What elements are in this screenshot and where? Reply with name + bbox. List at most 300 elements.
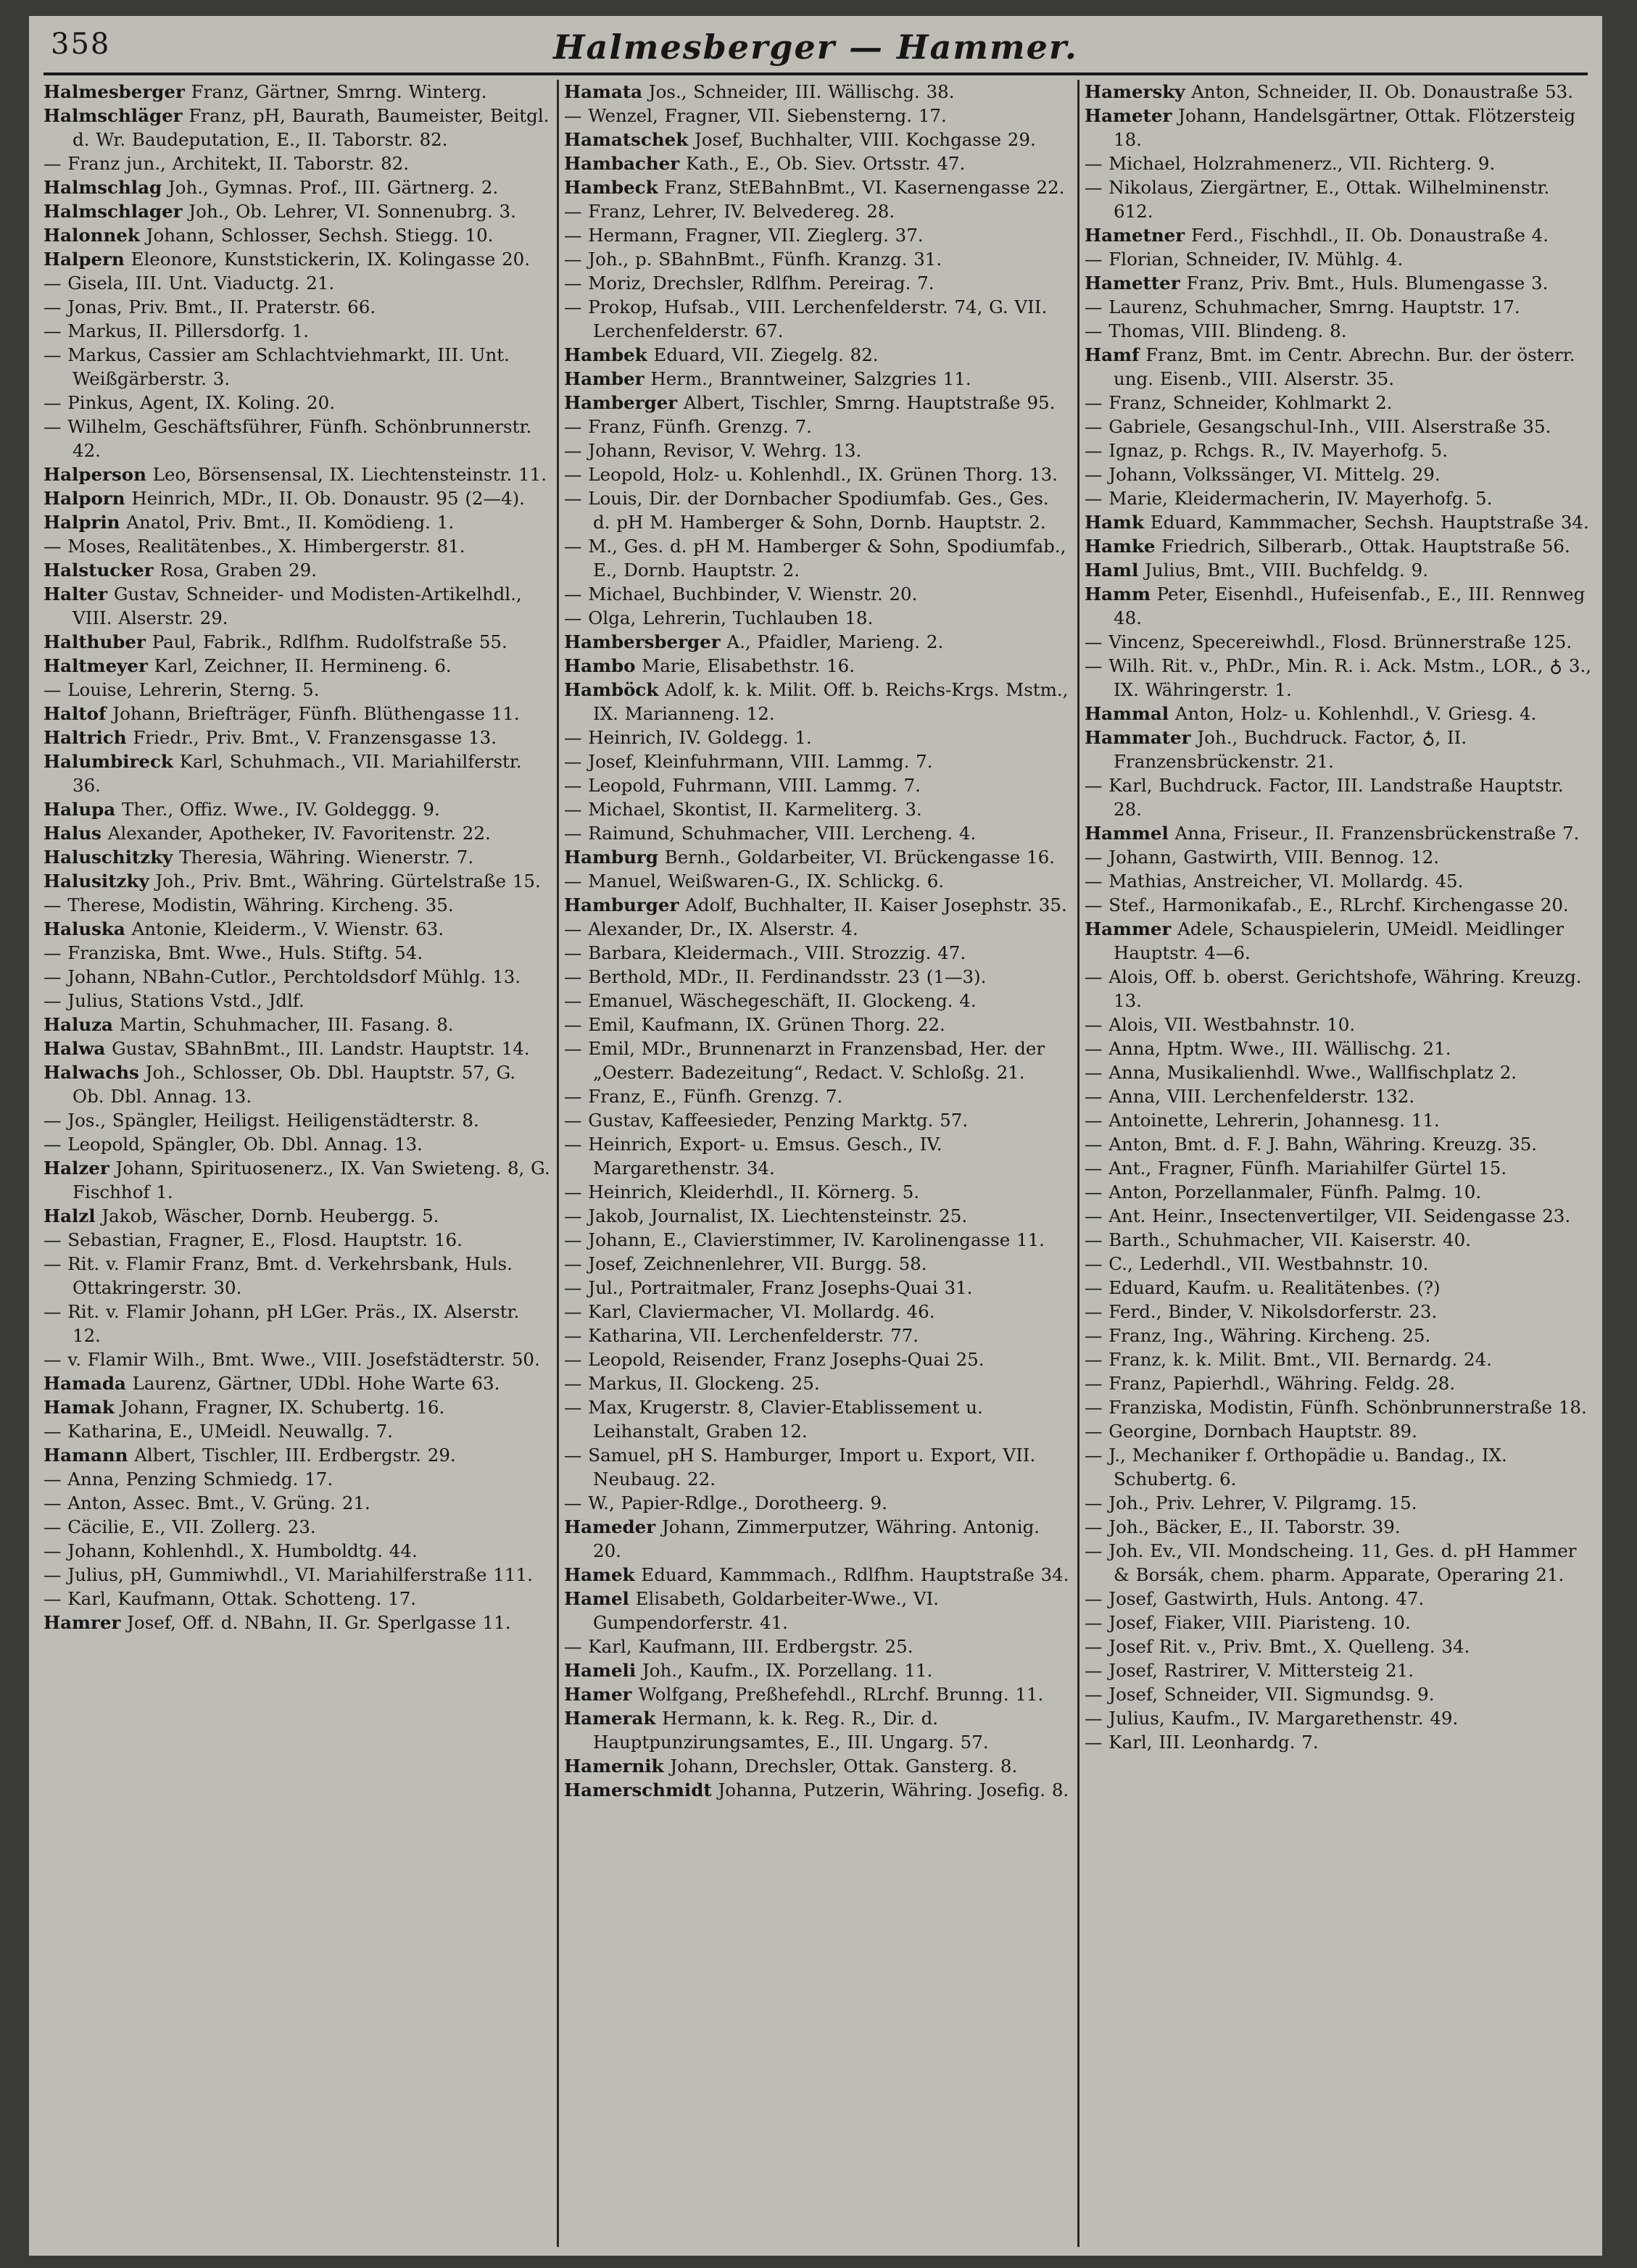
entry-text: — Joh., Bäcker, E., II. Taborstr. 39.: [1085, 1516, 1401, 1537]
directory-entry: [1085, 1180, 1592, 1204]
directory-entry: [1085, 104, 1592, 151]
entry-text: Elisabeth, Goldarbeiter-Wwe., VI. Gumpendorferstr. 41.: [593, 1588, 940, 1633]
directory-entry: [564, 1276, 1072, 1300]
entry-text: — Josef, Zeichnenlehrer, VII. Burgg. 58.: [564, 1253, 927, 1274]
directory-entry: [1085, 534, 1592, 558]
directory-entry: [43, 1539, 551, 1563]
entry-text: Joh., Priv. Bmt., Währing. Gürtelstraße 15.: [149, 871, 541, 892]
entry-text: — Rit. v. Flamir Franz, Bmt. d. Verkehrsbank, Huls. Ottakringerstr. 30.: [43, 1253, 513, 1298]
directory-entry: [43, 1395, 551, 1419]
directory-entry: [43, 630, 551, 654]
entry-text: — J., Mechaniker f. Orthopädie u. Bandag., IX. Schubertg. 6.: [1085, 1445, 1507, 1490]
column-1: [43, 80, 551, 2247]
entry-surname: Hamatschek: [564, 129, 689, 150]
entry-surname: Hamerak: [564, 1708, 656, 1729]
directory-entry: [43, 917, 551, 941]
entry-surname: Hambo: [564, 655, 636, 676]
entry-text: Friedr., Priv. Bmt., V. Franzensgasse 13.: [126, 727, 497, 748]
entry-text: Albert, Tischler, Smrng. Hauptstraße 95.: [677, 392, 1056, 413]
entry-surname: Hamersky: [1085, 81, 1185, 102]
directory-entry: [1085, 343, 1592, 391]
entry-text: — Katharina, VII. Lerchenfelderstr. 77.: [564, 1325, 919, 1346]
entry-surname: Haml: [1085, 560, 1139, 581]
entry-text: Gustav, SBahnBmt., III. Landstr. Hauptstr. 14.: [105, 1038, 530, 1059]
entry-text: Karl, Schuhmach., VII. Mariahilferstr. 36.: [72, 751, 522, 796]
directory-entry: [564, 1108, 1072, 1132]
directory-entry: [43, 199, 551, 223]
directory-entry: [1085, 893, 1592, 917]
page-header: [29, 20, 1602, 71]
directory-entry: [43, 654, 551, 678]
directory-entry: [43, 678, 551, 702]
directory-entry: [564, 1371, 1072, 1395]
entry-surname: Haluska: [43, 918, 125, 939]
entry-text: Wolfgang, Preßhefehdl., RLrchf. Brunng. 11.: [631, 1684, 1044, 1705]
entry-surname: Hamel: [564, 1588, 629, 1609]
entry-text: — Joh., Priv. Lehrer, V. Pilgramg. 15.: [1085, 1492, 1417, 1513]
directory-entry: [564, 869, 1072, 893]
entry-text: — Gabriele, Gesangschul-Inh., VIII. Alserstraße 35.: [1085, 416, 1551, 437]
entry-text: Marie, Elisabethstr. 16.: [635, 655, 855, 676]
directory-entry: [564, 462, 1072, 486]
directory-entry: [1085, 1682, 1592, 1706]
entry-text: Paul, Fabrik., Rdlfhm. Rudolfstraße 55.: [145, 631, 507, 652]
directory-entry: [43, 151, 551, 175]
directory-entry: [43, 989, 551, 1013]
entry-text: — Stef., Harmonikafab., E., RLrchf. Kirchengasse 20.: [1085, 894, 1569, 915]
entry-text: — Barth., Schuhmacher, VII. Kaiserstr. 40.: [1085, 1229, 1472, 1250]
directory-entry: [564, 678, 1072, 726]
entry-surname: Hamrer: [43, 1612, 121, 1633]
directory-entry: [1085, 965, 1592, 1013]
entry-surname: Hamke: [1085, 536, 1156, 557]
entry-text: Anton, Schneider, II. Ob. Donaustraße 53.: [1185, 81, 1574, 102]
entry-text: — Jos., Spängler, Heiligst. Heiligenstädterstr. 8.: [43, 1110, 479, 1131]
entry-surname: Hamburg: [564, 847, 658, 868]
directory-entry: [43, 1467, 551, 1491]
directory-entry: [564, 1587, 1072, 1634]
entry-text: — Jakob, Journalist, IX. Liechtensteinstr. 25.: [564, 1205, 968, 1226]
directory-entry: [1085, 1443, 1592, 1491]
entry-surname: Halthuber: [43, 631, 146, 652]
entry-surname: Haluschitzky: [43, 847, 173, 868]
column-divider: [1077, 80, 1079, 2247]
entry-text: — W., Papier-Rdlge., Dorotheerg. 9.: [564, 1492, 887, 1513]
directory-entry: [1085, 654, 1592, 702]
directory-entry: [1085, 845, 1592, 869]
entry-text: — Alois, Off. b. oberst. Gerichtshofe, Währing. Kreuzg. 13.: [1085, 966, 1582, 1011]
entry-surname: Hameli: [564, 1660, 637, 1681]
entry-text: — Anna, Penzing Schmiedg. 17.: [43, 1469, 333, 1490]
entry-surname: Hammer: [1085, 918, 1172, 939]
directory-entry: [1085, 1706, 1592, 1730]
header-rule: [43, 72, 1588, 75]
directory-entry: [43, 702, 551, 726]
directory-entry: [43, 223, 551, 247]
entry-text: — Julius, Kaufm., IV. Margarethenstr. 49.: [1085, 1708, 1459, 1729]
entry-text: Franz, pH, Baurath, Baumeister, Beitgl. d. Wr. Baudeputation, E., II. Taborstr. 82.: [72, 105, 550, 150]
entry-text: Josef, Buchhalter, VIII. Kochgasse 29.: [688, 129, 1036, 150]
entry-text: Heinrich, MDr., II. Ob. Donaustr. 95 (2—4).: [125, 488, 525, 509]
entry-text: — Franz, Papierhdl., Währing. Feldg. 28.: [1085, 1373, 1456, 1394]
entry-text: — Antoinette, Lehrerin, Johannesg. 11.: [1085, 1110, 1440, 1131]
entry-text: — Josef Rit. v., Priv. Bmt., X. Quelleng. 34.: [1085, 1636, 1470, 1657]
directory-entry: [564, 223, 1072, 247]
entry-text: — Georgine, Dornbach Hauptstr. 89.: [1085, 1421, 1417, 1442]
entry-text: Joh., Schlosser, Ob. Dbl. Hauptstr. 57, G. Ob. Dbl. Annag. 13.: [72, 1062, 516, 1107]
directory-entry: [1085, 439, 1592, 462]
entry-text: Johann, Schlosser, Sechsh. Stiegg. 10.: [139, 225, 494, 246]
entry-surname: Hamek: [564, 1564, 635, 1585]
entry-text: Franz, Bmt. im Centr. Abrechn. Bur. der österr. ung. Eisenb., VIII. Alserstr. 35.: [1114, 344, 1575, 389]
entry-text: Josef, Off. d. NBahn, II. Gr. Sperlgasse 11.: [120, 1612, 511, 1633]
directory-entry: [43, 486, 551, 510]
entry-surname: Halzer: [43, 1158, 109, 1179]
directory-entry: [564, 1706, 1072, 1754]
entry-text: — Josef, Rastrirer, V. Mittersteig 21.: [1085, 1660, 1414, 1681]
entry-surname: Hamada: [43, 1373, 126, 1394]
directory-entry: [43, 80, 551, 104]
entry-text: — Johann, Gastwirth, VIII. Bennog. 12.: [1085, 847, 1440, 868]
directory-entry: [43, 1300, 551, 1347]
entry-text: — Leopold, Reisender, Franz Josephs-Quai 25.: [564, 1349, 985, 1370]
entry-surname: Halporn: [43, 488, 125, 509]
directory-entry: [1085, 1060, 1592, 1084]
directory-entry: [564, 1634, 1072, 1658]
entry-text: — Berthold, MDr., II. Ferdinandsstr. 23 (1—3).: [564, 966, 987, 987]
entry-surname: Hamer: [564, 1684, 632, 1705]
directory-entry: [1085, 1611, 1592, 1634]
entry-text: — Markus, Cassier am Schlachtviehmarkt, III. Unt. Weißgärberstr. 3.: [43, 344, 510, 389]
entry-surname: Hametter: [1085, 273, 1180, 294]
directory-entry: [1085, 821, 1592, 845]
directory-entry: [564, 247, 1072, 271]
entry-surname: Hamm: [1085, 583, 1151, 605]
entry-text: Eleonore, Kunststickerin, IX. Kolingasse 20.: [124, 249, 531, 270]
entry-text: A., Pfaidler, Marieng. 2.: [720, 631, 944, 652]
entry-text: Johann, Drechsler, Ottak. Gansterg. 8.: [663, 1756, 1018, 1777]
directory-entry: [43, 1515, 551, 1539]
directory-entry: [43, 965, 551, 989]
directory-entry: [564, 1443, 1072, 1491]
directory-entry: [564, 965, 1072, 989]
entry-text: — Ignaz, p. Rchgs. R., IV. Mayerhofg. 5.: [1085, 440, 1449, 461]
entry-text: Eduard, Kammmach., Rdlfhm. Hauptstraße 34.: [634, 1564, 1069, 1585]
directory-entry: [1085, 1539, 1592, 1587]
directory-entry: [43, 391, 551, 415]
directory-entry: [43, 1037, 551, 1060]
directory-entry: [1085, 151, 1592, 175]
entry-surname: Hammel: [1085, 823, 1169, 844]
directory-entry: [564, 1252, 1072, 1276]
entry-surname: Halzl: [43, 1205, 96, 1226]
entry-text: — Julius, Stations Vstd., Jdlf.: [43, 990, 304, 1011]
entry-text: Johann, Handelsgärtner, Ottak. Flötzersteig 18.: [1114, 105, 1576, 150]
directory-entry: [1085, 486, 1592, 510]
entry-text: — Heinrich, IV. Goldegg. 1.: [564, 727, 812, 748]
entry-text: — Moriz, Drechsler, Rdlfhm. Pereirag. 7.: [564, 273, 934, 294]
entry-text: — Johann, Revisor, V. Wehrg. 13.: [564, 440, 862, 461]
entry-text: Rosa, Graben 29.: [153, 560, 317, 581]
entry-text: — Ant. Heinr., Insectenvertilger, VII. Seidengasse 23.: [1085, 1205, 1571, 1226]
entry-surname: Hambeck: [564, 177, 658, 198]
entry-text: Antonie, Kleiderm., V. Wienstr. 63.: [125, 918, 444, 939]
directory-entry: [43, 104, 551, 151]
directory-entry: [564, 199, 1072, 223]
entry-text: — Therese, Modistin, Währing. Kircheng. 35.: [43, 894, 454, 915]
directory-entry: [43, 797, 551, 821]
entry-text: — Leopold, Fuhrmann, VIII. Lammg. 7.: [564, 775, 921, 796]
directory-entry: [1085, 917, 1592, 965]
directory-entry: [43, 1419, 551, 1443]
directory-entry: [43, 869, 551, 893]
directory-entry: [43, 1611, 551, 1634]
entry-text: — Markus, II. Pillersdorfg. 1.: [43, 320, 310, 341]
directory-entry: [43, 1060, 551, 1108]
directory-entry: [564, 1037, 1072, 1084]
directory-entry: [1085, 1658, 1592, 1682]
directory-page: [29, 16, 1602, 2256]
entry-text: — Joh., p. SBahnBmt., Fünfh. Kranzg. 31.: [564, 249, 942, 270]
entry-text: Albert, Tischler, III. Erdbergstr. 29.: [128, 1445, 456, 1466]
entry-text: — Michael, Skontist, II. Karmeliterg. 3.: [564, 799, 922, 820]
entry-text: Kath., E., Ob. Siev. Ortsstr. 47.: [679, 153, 966, 174]
directory-entry: [564, 391, 1072, 415]
entry-text: — Thomas, VIII. Blindeng. 8.: [1085, 320, 1347, 341]
column-2: [564, 80, 1072, 2247]
directory-entry: [43, 462, 551, 486]
entry-text: — Samuel, pH S. Hamburger, Import u. Export, VII. Neubaug. 22.: [564, 1445, 1036, 1490]
directory-entry: [1085, 1037, 1592, 1060]
entry-text: — Florian, Schneider, IV. Mühlg. 4.: [1085, 249, 1404, 270]
entry-text: Joh., Ob. Lehrer, VI. Sonnenubrg. 3.: [182, 201, 516, 222]
entry-text: Laurenz, Gärtner, UDbl. Hohe Warte 63.: [125, 1373, 500, 1394]
entry-surname: Halpern: [43, 249, 125, 270]
entry-surname: Halumbireck: [43, 751, 173, 772]
directory-entry: [1085, 1587, 1592, 1611]
directory-entry: [564, 821, 1072, 845]
entry-surname: Halus: [43, 823, 101, 844]
directory-entry: [43, 247, 551, 271]
entry-text: Anton, Holz- u. Kohlenhdl., V. Griesg. 4.: [1169, 703, 1537, 724]
entry-text: — Michael, Buchbinder, V. Wienstr. 20.: [564, 583, 918, 605]
entry-text: — Johann, NBahn-Cutlor., Perchtoldsdorf Mühlg. 13.: [43, 966, 521, 987]
entry-surname: Hamann: [43, 1445, 128, 1466]
directory-entry: [1085, 295, 1592, 319]
directory-entry: [1085, 1634, 1592, 1658]
entry-text: — Josef, Schneider, VII. Sigmundsg. 9.: [1085, 1684, 1435, 1705]
entry-text: — Louise, Lehrerin, Sterng. 5.: [43, 679, 320, 700]
entry-text: — v. Flamir Wilh., Bmt. Wwe., VIII. Josefstädterstr. 50.: [43, 1349, 540, 1370]
directory-entry: [43, 510, 551, 534]
entry-surname: Hameter: [1085, 105, 1172, 126]
directory-entry: [564, 1180, 1072, 1204]
entry-surname: Halstucker: [43, 560, 154, 581]
directory-entry: [43, 1371, 551, 1395]
directory-entry: [564, 415, 1072, 439]
entry-surname: Haltof: [43, 703, 107, 724]
entry-text: — Anton, Bmt. d. F. J. Bahn, Währing. Kreuzg. 35.: [1085, 1134, 1538, 1155]
entry-text: — Ferd., Binder, V. Nikolsdorferstr. 23.: [1085, 1301, 1438, 1322]
entry-text: — Karl, III. Leonhardg. 7.: [1085, 1732, 1319, 1753]
entry-text: Franz, StEBahnBmt., VI. Kasernengasse 22.: [658, 177, 1065, 198]
directory-entry: [1085, 462, 1592, 486]
entry-surname: Hamerschmidt: [564, 1779, 712, 1800]
directory-entry: [1085, 415, 1592, 439]
entry-text: Johann, Zimmerputzer, Währing. Antonig. 20.: [593, 1516, 1040, 1561]
directory-entry: [564, 749, 1072, 773]
entry-text: — C., Lederhdl., VII. Westbahnstr. 10.: [1085, 1253, 1429, 1274]
entry-surname: Hambacher: [564, 153, 680, 174]
entry-text: — Franz, Ing., Währing. Kircheng. 25.: [1085, 1325, 1431, 1346]
directory-entry: [564, 582, 1072, 606]
entry-text: — Raimund, Schuhmacher, VIII. Lercheng. 4.: [564, 823, 977, 844]
entry-text: — Karl, Claviermacher, VI. Mollardg. 46.: [564, 1301, 935, 1322]
directory-entry: [564, 1204, 1072, 1228]
entry-surname: Halmschlager: [43, 201, 183, 222]
directory-entry: [564, 271, 1072, 295]
entry-text: — Laurenz, Schuhmacher, Smrng. Hauptstr. 17.: [1085, 296, 1520, 317]
directory-entry: [43, 1347, 551, 1371]
entry-text: — Franz, Schneider, Kohlmarkt 2.: [1085, 392, 1393, 413]
entry-text: Johann, Fragner, IX. Schubertg. 16.: [114, 1397, 445, 1418]
entry-text: — Nikolaus, Ziergärtner, E., Ottak. Wilhelminenstr. 612.: [1085, 177, 1550, 222]
entry-text: — Louis, Dir. der Dornbacher Spodiumfab. Ges., Ges. d. pH M. Hamberger & Sohn, Dornb. Hauptstr. 2.: [564, 488, 1049, 533]
entry-text: — Johann, Volkssänger, VI. Mittelg. 29.: [1085, 464, 1441, 485]
entry-text: — Barbara, Kleidermach., VIII. Strozzig. 47.: [564, 942, 966, 963]
entry-text: Joh., Kaufm., IX. Porzellang. 11.: [636, 1660, 933, 1681]
entry-text: — Pinkus, Agent, IX. Koling. 20.: [43, 392, 336, 413]
entry-surname: Halprin: [43, 512, 120, 533]
directory-entry: [564, 151, 1072, 175]
directory-entry: [1085, 319, 1592, 343]
entry-text: — Anna, VIII. Lerchenfelderstr. 132.: [1085, 1086, 1415, 1107]
entry-text: — Michael, Holzrahmenerz., VII. Richterg. 9.: [1085, 153, 1496, 174]
entry-text: — Jul., Portraitmaler, Franz Josephs-Quai 31.: [564, 1277, 973, 1298]
entry-text: Johanna, Putzerin, Währing. Josefig. 8.: [711, 1779, 1069, 1800]
directory-entry: [1085, 1395, 1592, 1419]
page-number: 358: [51, 28, 111, 61]
entry-text: — Marie, Kleidermacherin, IV. Mayerhofg. 5.: [1085, 488, 1493, 509]
directory-entry: [1085, 1204, 1592, 1228]
directory-entry: [1085, 582, 1592, 630]
entry-text: — Josef, Kleinfuhrmann, VIII. Lammg. 7.: [564, 751, 933, 772]
entry-surname: Halupa: [43, 799, 116, 820]
directory-entry: [564, 80, 1072, 104]
entry-text: — Katharina, E., UMeidl. Neuwallg. 7.: [43, 1421, 393, 1442]
directory-entry: [564, 486, 1072, 534]
entry-text: — Prokop, Hufsab., VIII. Lerchenfelderstr. 74, G. VII. Lerchenfelderstr. 67.: [564, 296, 1048, 341]
entry-text: Johann, Spirituosenerz., IX. Van Swieteng. 8, G. Fischhof 1.: [72, 1158, 550, 1202]
directory-entry: [564, 917, 1072, 941]
directory-entry: [1085, 175, 1592, 223]
directory-entry: [1085, 223, 1592, 247]
entry-text: — Max, Krugerstr. 8, Clavier-Etablissement u. Leihanstalt, Graben 12.: [564, 1397, 983, 1442]
entry-text: Ther., Offiz. Wwe., IV. Goldeggg. 9.: [115, 799, 440, 820]
entry-text: Theresia, Währing. Wienerstr. 7.: [173, 847, 474, 868]
entry-text: — Johann, Kohlenhdl., X. Humboldtg. 44.: [43, 1540, 418, 1561]
entry-text: Hermann, k. k. Reg. R., Dir. d. Hauptpunzirungsamtes, E., III. Ungarg. 57.: [593, 1708, 989, 1753]
entry-text: Karl, Zeichner, II. Hermineng. 6.: [147, 655, 452, 676]
directory-entry: [43, 1491, 551, 1515]
entry-text: — Franziska, Modistin, Fünfh. Schönbrunnerstraße 18.: [1085, 1397, 1587, 1418]
entry-surname: Hambek: [564, 344, 647, 365]
entry-surname: Halter: [43, 583, 108, 605]
entry-text: — Eduard, Kaufm. u. Realitätenbes. (?): [1085, 1277, 1441, 1298]
directory-entry: [564, 1395, 1072, 1443]
directory-entry: [1085, 1324, 1592, 1347]
entry-text: — Johann, E., Clavierstimmer, IV. Karolinengasse 11.: [564, 1229, 1045, 1250]
directory-entry: [1085, 1419, 1592, 1443]
entry-surname: Halwa: [43, 1038, 106, 1059]
directory-entry: [564, 630, 1072, 654]
directory-entry: [43, 295, 551, 319]
directory-entry: [564, 128, 1072, 151]
entry-text: — Franz, Fünfh. Grenzg. 7.: [564, 416, 812, 437]
directory-entry: [564, 439, 1072, 462]
directory-entry: [564, 175, 1072, 199]
directory-entry: [1085, 1132, 1592, 1156]
entry-text: — Emil, Kaufmann, IX. Grünen Thorg. 22.: [564, 1014, 945, 1035]
entry-surname: Hamböck: [564, 679, 659, 700]
entry-text: Johann, Briefträger, Fünfh. Blüthengasse 11.: [106, 703, 520, 724]
directory-entry: [1085, 80, 1592, 104]
entry-text: — Leopold, Spängler, Ob. Dbl. Annag. 13.: [43, 1134, 423, 1155]
entry-text: Ferd., Fischhdl., II. Ob. Donaustraße 4.: [1185, 225, 1549, 246]
directory-entry: [564, 726, 1072, 749]
directory-entry: [43, 1587, 551, 1611]
directory-entry: [43, 1156, 551, 1204]
entry-text: — Julius, pH, Gummiwhdl., VI. Mariahilferstraße 111.: [43, 1564, 533, 1585]
entry-text: — Gisela, III. Unt. Viaductg. 21.: [43, 273, 335, 294]
directory-entry: [43, 175, 551, 199]
entry-text: Franz, Gärtner, Smrng. Winterg.: [184, 81, 487, 102]
entry-text: — Franz, E., Fünfh. Grenzg. 7.: [564, 1086, 843, 1107]
entry-surname: Hamernik: [564, 1756, 664, 1777]
entry-text: — Alexander, Dr., IX. Alserstr. 4.: [564, 918, 858, 939]
entry-text: Adele, Schauspielerin, UMeidl. Meidlinger Hauptstr. 4—6.: [1114, 918, 1565, 963]
directory-entry: [1085, 1252, 1592, 1276]
directory-entry: [564, 1778, 1072, 1802]
entry-text: Martin, Schuhmacher, III. Fasang. 8.: [112, 1014, 454, 1035]
entry-text: Gustav, Schneider- und Modisten-Artikelhdl., VIII. Alserstr. 29.: [72, 583, 522, 628]
entry-text: — Markus, II. Glockeng. 25.: [564, 1373, 820, 1394]
entry-surname: Halonnek: [43, 225, 140, 246]
entry-text: — Olga, Lehrerin, Tuchlauben 18.: [564, 607, 874, 628]
entry-text: — Franz, Lehrer, IV. Belvedereg. 28.: [564, 201, 895, 222]
entry-text: Julius, Bmt., VIII. Buchfeldg. 9.: [1138, 560, 1429, 581]
entry-text: — Hermann, Fragner, VII. Zieglerg. 37.: [564, 225, 924, 246]
directory-entry: [1085, 773, 1592, 821]
directory-entry: [43, 749, 551, 797]
entry-surname: Halperson: [43, 464, 146, 485]
entry-surname: Halmesberger: [43, 81, 185, 102]
directory-entry: [1085, 726, 1592, 773]
entry-text: — Anton, Assec. Bmt., V. Grüng. 21.: [43, 1492, 370, 1513]
directory-entry: [1085, 702, 1592, 726]
directory-entry: [43, 1252, 551, 1300]
entry-text: — Mathias, Anstreicher, VI. Mollardg. 45.: [1085, 871, 1464, 892]
entry-text: — Karl, Kaufmann, Ottak. Schotteng. 17.: [43, 1588, 417, 1609]
directory-entry: [43, 726, 551, 749]
entry-text: Anna, Friseur., II. Franzensbrückenstraße 7.: [1168, 823, 1580, 844]
directory-entry: [43, 558, 551, 582]
entry-surname: Hammater: [1085, 727, 1191, 748]
entry-surname: Hammal: [1085, 703, 1169, 724]
directory-entry: [564, 1682, 1072, 1706]
entry-surname: Hamburger: [564, 894, 679, 915]
directory-entry: [564, 797, 1072, 821]
